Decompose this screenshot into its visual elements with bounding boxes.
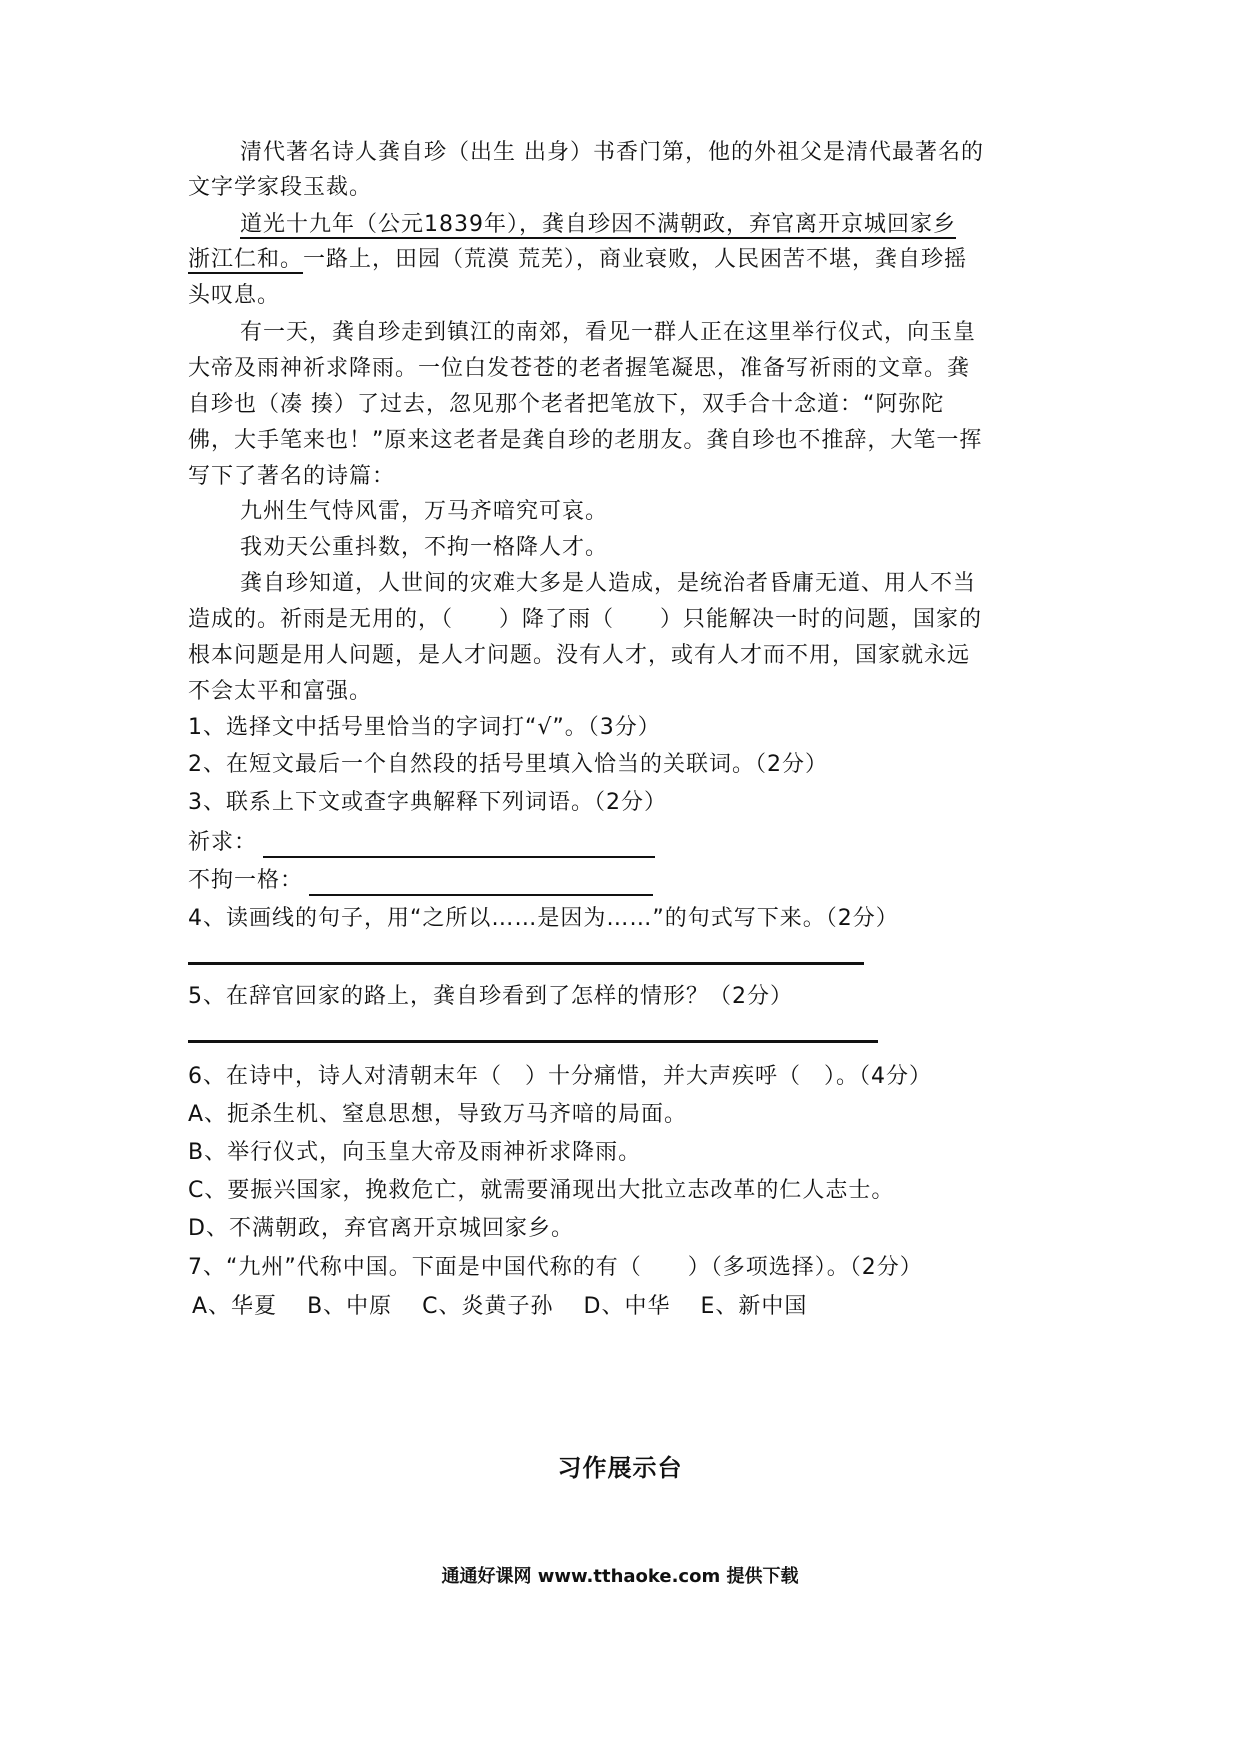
- answer-blank[interactable]: [309, 874, 653, 896]
- page-footer: 通通好课网 www.tthaoke.com 提供下载: [441, 1566, 799, 1587]
- question-5: 5、在辞官回家的路上，龚自珍看到了怎样的情形？（2分）: [188, 984, 793, 1009]
- q6-option-b: B、举行仪式，向玉皇大帝及雨神祈求降雨。: [188, 1140, 642, 1165]
- question-2: 2、在短文最后一个自然段的括号里填入恰当的关联词。（2分）: [188, 752, 828, 777]
- passage-line: 写下了著名的诗篇：: [188, 464, 396, 489]
- q3-term-label: 祈求：: [188, 830, 258, 855]
- q7-option-a: A、华夏: [192, 1294, 278, 1319]
- q6-option-c: C、要振兴国家，挽救危亡，就需要涌现出大批立志改革的仁人志士。: [188, 1178, 895, 1203]
- q3-term-label: 不拘一格：: [188, 868, 304, 893]
- section-title: 习作展示台: [557, 1454, 683, 1482]
- q3-term-row: [188, 866, 653, 896]
- q6-option-d: D、不满朝政，弃官离开京城回家乡。: [188, 1216, 574, 1241]
- q7-option-e: E、新中国: [700, 1294, 808, 1319]
- passage-line: 文字学家段玉裁。: [188, 175, 373, 200]
- passage-line: [188, 245, 967, 275]
- passage-line: [240, 210, 956, 240]
- passage-line: 大帝及雨神祈求降雨。一位白发苍苍的老者握笔凝思，准备写祈雨的文章。龚: [188, 356, 971, 381]
- answer-line[interactable]: [188, 962, 864, 965]
- underlined-sentence: 道光十九年（公元1839年），龚自珍因不满朝政，弃官离开京城回家乡: [240, 212, 956, 237]
- poem-line: 九州生气恃风雷，万马齐喑究可哀。: [240, 499, 609, 524]
- q6-option-a: A、扼杀生机、窒息思想，导致万马齐喑的局面。: [188, 1102, 688, 1127]
- question-4: 4、读画线的句子，用“之所以……是因为……”的句式写下来。（2分）: [188, 906, 899, 931]
- passage-text: 一路上，田园（荒漠 荒芜），商业衰败，人民困苦不堪，龚自珍摇: [303, 247, 968, 272]
- passage-line: 头叹息。: [188, 283, 281, 308]
- passage-line: 佛，大手笔来也！”原来这老者是龚自珍的老朋友。龚自珍也不推辞，大笔一挥: [188, 428, 983, 453]
- poem-line: 我劝天公重抖数，不拘一格降人才。: [240, 535, 609, 560]
- underlined-sentence: 浙江仁和。: [188, 247, 304, 272]
- question-3: 3、联系上下文或查字典解释下列词语。（2分）: [188, 790, 667, 815]
- q7-option-d: D、中华: [583, 1294, 671, 1319]
- passage-line: 不会太平和富强。: [188, 679, 373, 704]
- question-6: 6、在诗中，诗人对清朝末年（ ）十分痛惜，并大声疾呼（ ）。（4分）: [188, 1064, 932, 1089]
- q7-option-b: B、中原: [307, 1294, 393, 1319]
- q7-options: [192, 1292, 837, 1322]
- answer-line[interactable]: [188, 1040, 878, 1043]
- answer-blank[interactable]: [263, 836, 655, 858]
- q7-option-c: C、炎黄子孙: [422, 1294, 554, 1319]
- passage-line: 自珍也（凑 揍）了过去，忽见那个老者把笔放下，双手合十念道：“阿弥陀: [188, 392, 945, 417]
- passage-line: 有一天，龚自珍走到镇江的南郊，看见一群人正在这里举行仪式，向玉皇: [240, 320, 977, 345]
- passage-line: 造成的。祈雨是无用的，（ ）降了雨（ ）只能解决一时的问题，国家的: [188, 607, 983, 632]
- q3-term-row: [188, 828, 655, 858]
- passage-line: 龚自珍知道，人世间的灾难大多是人造成，是统治者昏庸无道、用人不当: [240, 571, 977, 596]
- passage-line: 清代著名诗人龚自珍（出生 出身）书香门第，他的外祖父是清代最著名的: [240, 140, 984, 165]
- question-7: 7、“九州”代称中国。下面是中国代称的有（ ）（多项选择）。（2分）: [188, 1255, 923, 1280]
- question-1: 1、选择文中括号里恰当的字词打“√”。（3分）: [188, 715, 661, 740]
- passage-line: 根本问题是用人问题，是人才问题。没有人才，或有人才而不用，国家就永远: [188, 643, 971, 668]
